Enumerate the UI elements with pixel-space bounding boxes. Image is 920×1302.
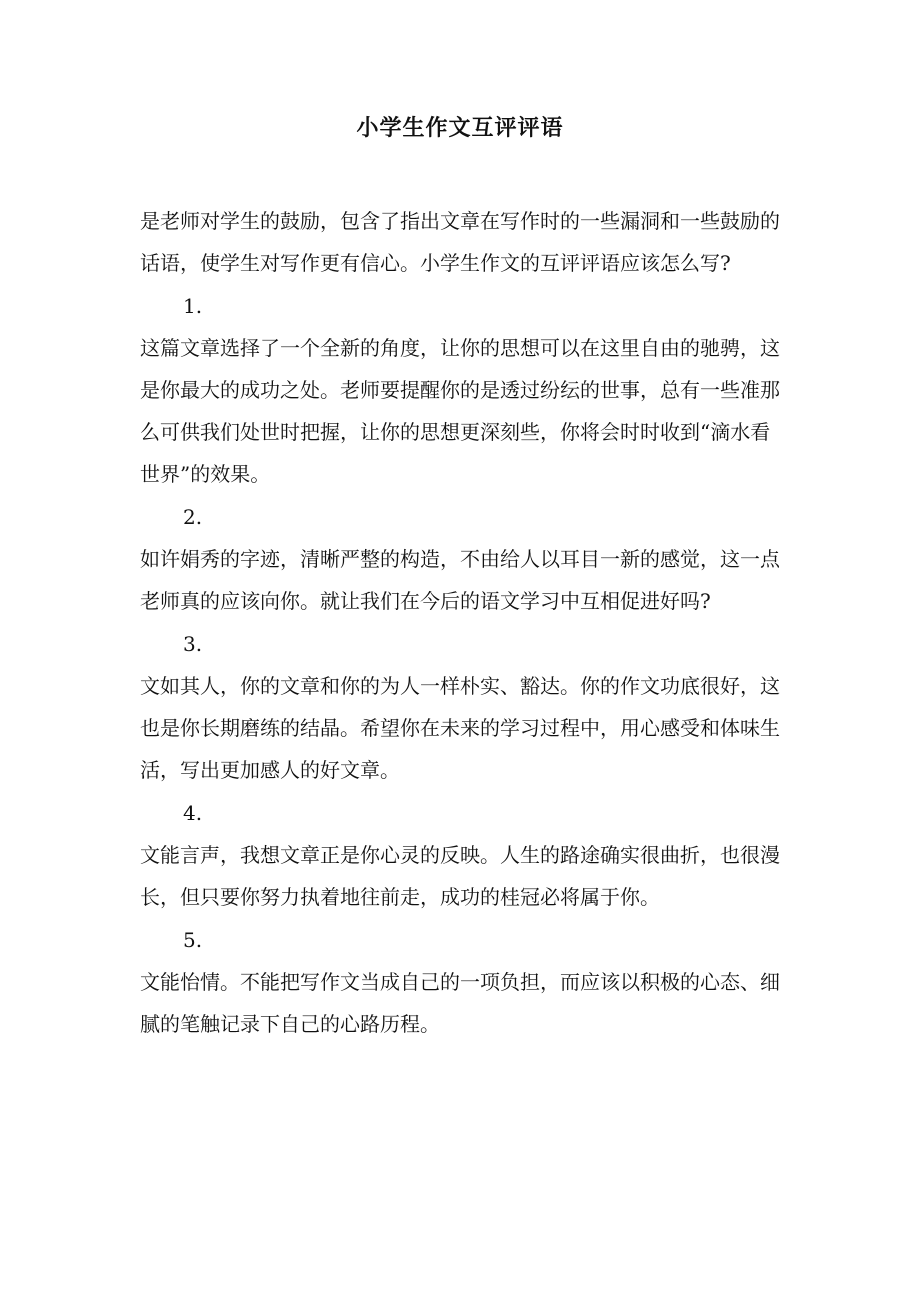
item-paragraph: 如许娟秀的字迹，清晰严整的构造，不由给人以耳目一新的感觉，这一点老师真的应该向你。就让我们在今后的语文学习中互相促进好吗? <box>140 547 780 613</box>
item-paragraph: 文如其人，你的文章和你的为人一样朴实、豁达。你的作文功底很好，这也是你长期磨练的结晶。希望你在未来的学习过程中，用心感受和体味生活，写出更加感人的好文章。 <box>140 674 780 782</box>
item-number: 3. <box>183 632 203 656</box>
intro-paragraph: 是老师对学生的鼓励，包含了指出文章在写作时的一些漏洞和一些鼓励的话语，使学生对写作更有信心。小学生作文的互评评语应该怎么写? <box>140 209 780 275</box>
item-number: 4. <box>183 801 203 825</box>
item-number: 1. <box>183 294 203 318</box>
document-body <box>140 200 780 1045</box>
item-paragraph: 这篇文章选择了一个全新的角度，让你的思想可以在这里自由的驰骋，这是你最大的成功之处。老师要提醒你的是透过纷纭的世事，总有一些准那么可供我们处世时把握，让你的思想更深刻些，你将会时时收到“滴水看世界”的效果。 <box>140 336 780 486</box>
item-paragraph: 文能言声，我想文章正是你心灵的反映。人生的路途确实很曲折，也很漫长，但只要你努力执着地往前走，成功的桂冠必将属于你。 <box>140 843 780 909</box>
item-number: 2. <box>183 505 203 529</box>
item-paragraph: 文能怡情。不能把写作文当成自己的一项负担，而应该以积极的心态、细腻的笔触记录下自己的心路历程。 <box>140 970 780 1036</box>
item-number: 5. <box>183 928 203 952</box>
document-title: 小学生作文互评评语 <box>356 115 564 141</box>
